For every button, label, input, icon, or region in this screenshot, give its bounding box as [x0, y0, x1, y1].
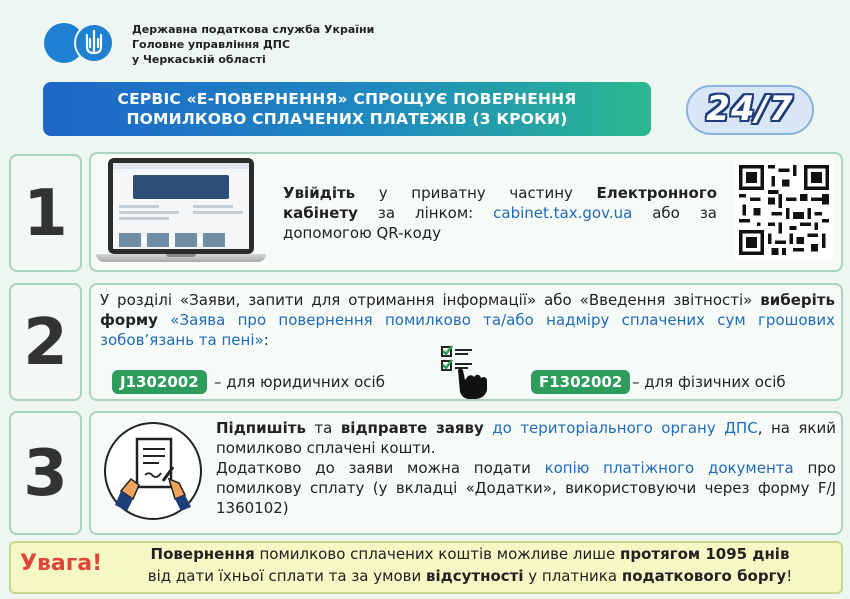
form-name-link[interactable]: «Заява про повернення помилково та/або надміру сплачених сум грошових зобов’язань та пені»	[100, 311, 835, 349]
step-1-bold-cabinet: Електронного кабінету	[283, 184, 717, 222]
qr-code-graphic	[739, 164, 829, 256]
step-3-bold-sign: Підпишіть	[216, 419, 306, 437]
page-title-banner	[43, 82, 651, 136]
agency-line-2: Головне управління ДПС	[132, 38, 291, 51]
step-3-number: 3	[9, 411, 82, 535]
step-3-text-c: , на який помилково сплачені кошти.	[216, 419, 836, 457]
trident-emblem-icon	[76, 25, 112, 61]
warning-text-b: від дати їхньої сплати та за умови	[147, 567, 426, 585]
warning-bold-debt: податкового боргу	[621, 567, 787, 585]
step-3-text-d: Додатково до заяви можна подати	[216, 459, 545, 477]
step-2-text	[100, 290, 835, 350]
step-2-bold-select: виберіть форму	[100, 291, 835, 329]
logo-circle-right	[74, 23, 114, 63]
warning-bold-days: протягом 1095 днів	[620, 545, 790, 563]
step-1-text-c: або за допомогою QR-коду	[283, 204, 717, 242]
availability-badge: 24/7	[686, 85, 814, 135]
checklist-hand-icon	[438, 344, 494, 400]
signing-document-icon	[103, 421, 203, 521]
step-1-number: 1	[9, 154, 82, 272]
form-code-individual-label: – для фізичних осіб	[632, 373, 786, 391]
step-1-text-a: у приватну частину	[355, 184, 597, 202]
step-1-text	[283, 183, 717, 243]
territorial-office-link[interactable]: до територіального органу ДПС	[492, 419, 758, 437]
laptop-icon	[96, 158, 266, 268]
form-code-individual: F1302002	[531, 370, 630, 394]
warning-text-c: у платника	[523, 567, 622, 585]
warning-text-a: помилково сплачених коштів можливе лише	[254, 545, 620, 563]
step-2-number: 2	[9, 283, 82, 401]
step-2-text-c: :	[263, 331, 269, 349]
warning-text	[110, 543, 830, 587]
agency-line-1: Державна податкова служба України	[132, 23, 375, 36]
step-3-text-a: та	[305, 419, 341, 437]
dps-logo	[44, 23, 118, 63]
form-code-legal: J1302002	[112, 370, 207, 394]
warning-title: Увага!	[20, 551, 103, 576]
cabinet-link[interactable]: cabinet.tax.gov.ua	[493, 204, 633, 222]
payment-document-link[interactable]: копію платіжного документа	[544, 459, 794, 477]
step-2-text-a: У розділі «Заяви, запити для отримання інформації» або «Введення звітності»	[100, 291, 761, 309]
warning-text-d: !	[786, 567, 793, 585]
banner-line-1: СЕРВІС «Е-ПОВЕРНЕННЯ» СПРОЩУЄ ПОВЕРНЕННЯ	[117, 90, 577, 108]
step-3-text	[216, 418, 836, 518]
agency-line-3: у Черкаській області	[132, 53, 266, 66]
agency-name	[132, 22, 374, 67]
warning-bold-return: Повернення	[150, 545, 255, 563]
form-code-legal-label: – для юридичних осіб	[214, 373, 385, 391]
step-2-text-b	[158, 311, 170, 329]
banner-line-2: ПОМИЛКОВО СПЛАЧЕНИХ ПЛАТЕЖІВ (3 КРОКИ)	[126, 110, 568, 128]
step-1-text-b: за лінком:	[357, 204, 494, 222]
step-3-text-e: про помилкову сплату (у вкладці «Додатки», використовуючи через форму F/J 1360102)	[216, 459, 836, 517]
warning-bold-absence: відсутності	[425, 567, 524, 585]
laptop-screen	[108, 158, 254, 254]
qr-code[interactable]	[735, 160, 833, 260]
step-1-bold-login: Увійдіть	[283, 184, 356, 202]
step-3-bold-send: відправте заяву	[340, 419, 484, 437]
